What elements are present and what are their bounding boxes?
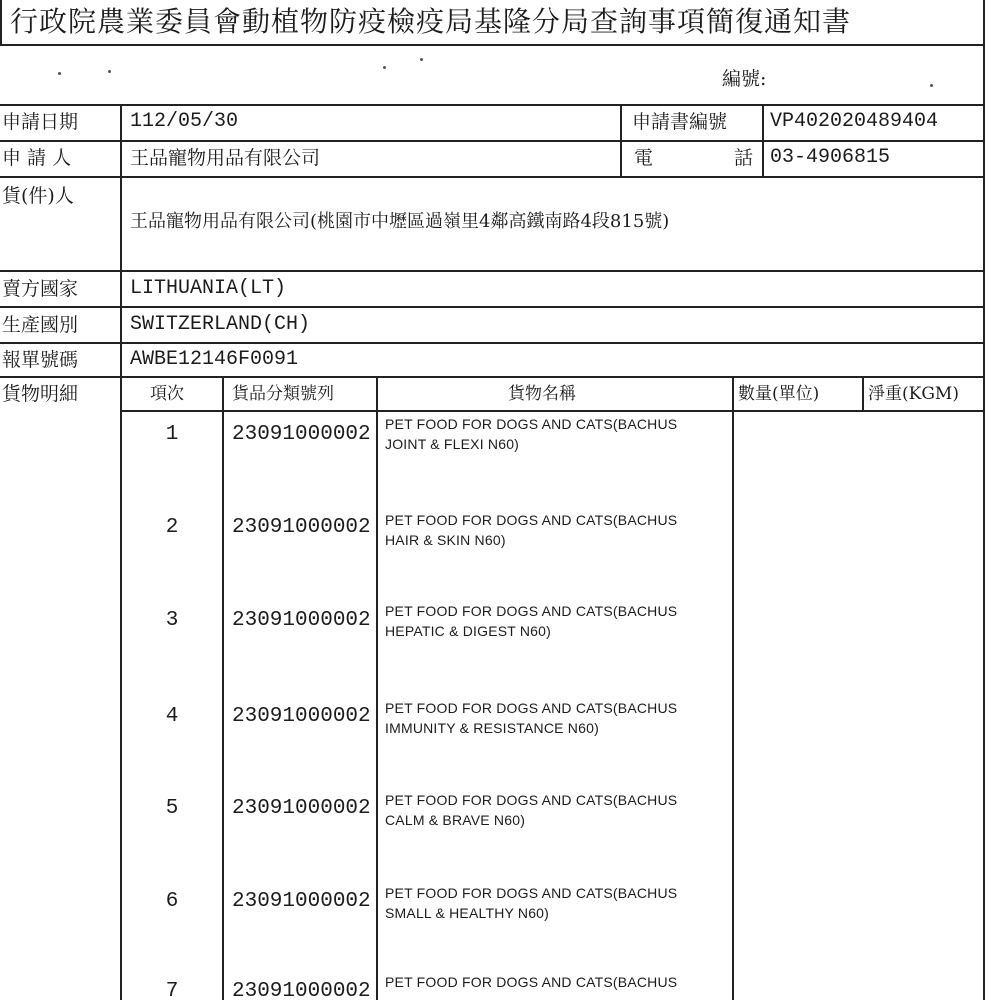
header-item: 項次 [150, 384, 184, 404]
table-line [0, 376, 983, 378]
frame-right-border [983, 0, 985, 1000]
item-number: 5 [165, 797, 179, 820]
table-line [222, 376, 224, 1000]
item-description: PET FOOD FOR DOGS AND CATS(BACHUS HAIR & SKIN N60) [385, 512, 678, 548]
header-qty: 數量(單位) [738, 384, 820, 404]
consignee-value: 王品寵物用品有限公司(桃園市中壢區過嶺里4鄰高鐵南路4段815號) [130, 211, 670, 232]
phone-label-right: 話 [734, 147, 754, 169]
item-description: PET FOOD FOR DOGS AND CATS(BACHUS HEPATIC & DIGEST N60) [385, 603, 678, 639]
table-line [0, 176, 983, 178]
table-line [0, 306, 983, 308]
header-weight: 淨重(KGM) [868, 384, 959, 404]
seller-country-value: LITHUANIA(LT) [130, 277, 287, 300]
consignee-label: 貨(件)人 [2, 185, 74, 207]
item-code: 23091000002 [232, 423, 371, 446]
item-number: 3 [165, 609, 179, 632]
table-line [376, 376, 378, 1000]
phone-value: 03-4906815 [770, 146, 891, 169]
applicant-value: 王品寵物用品有限公司 [130, 147, 321, 169]
frame-left-border [0, 0, 2, 44]
header-code: 貨品分類號列 [232, 384, 334, 404]
item-code: 23091000002 [232, 797, 371, 820]
table-line [0, 104, 983, 106]
item-code: 23091000002 [232, 980, 371, 1003]
table-line [762, 104, 764, 176]
apply-date-value: 112/05/30 [130, 110, 239, 133]
item-description: PET FOOD FOR DOGS AND CATS(BACHUS IMMUNITY & RESISTANCE N60) [385, 700, 678, 736]
item-number: 1 [165, 423, 179, 446]
table-line [120, 104, 122, 1000]
title-underline [0, 44, 985, 46]
table-line [620, 104, 622, 176]
declaration-no-label: 報單號碼 [2, 349, 79, 371]
item-number: 2 [165, 516, 179, 539]
item-description: PET FOOD FOR DOGS AND CATS(BACHUS CALM & BRAVE N60) [385, 792, 678, 828]
table-line [0, 270, 983, 272]
table-line [0, 342, 983, 344]
item-description: PET FOOD FOR DOGS AND CATS(BACHUS JOINT & FLEXI N60) [385, 416, 678, 452]
item-code: 23091000002 [232, 609, 371, 632]
item-code: 23091000002 [232, 705, 371, 728]
item-code: 23091000002 [232, 890, 371, 913]
document-number-label: 編號: [722, 68, 767, 90]
origin-country-label: 生產國別 [2, 314, 79, 336]
item-description: PET FOOD FOR DOGS AND CATS(BACHUS SMALL & HEALTHY N60) [385, 885, 678, 921]
item-code: 23091000002 [232, 516, 371, 539]
table-line [732, 376, 734, 1000]
declaration-no-value: AWBE12146F0091 [130, 348, 299, 371]
scan-speck [420, 58, 423, 61]
item-number: 4 [165, 705, 179, 728]
scan-speck [58, 72, 61, 75]
goods-detail-label: 貨物明細 [2, 383, 79, 405]
table-line [862, 376, 864, 410]
apply-date-label: 申請日期 [2, 111, 79, 133]
item-number: 7 [165, 980, 179, 1003]
header-name: 貨物名稱 [508, 384, 576, 404]
item-description: PET FOOD FOR DOGS AND CATS(BACHUS [385, 974, 678, 990]
scan-speck [383, 66, 386, 69]
seller-country-label: 賣方國家 [2, 278, 79, 300]
origin-country-value: SWITZERLAND(CH) [130, 313, 311, 336]
applicant-label: 申 請 人 [2, 147, 72, 169]
scan-speck [108, 70, 111, 73]
phone-label-left: 電 [634, 147, 654, 169]
application-no-label: 申請書編號 [632, 111, 728, 133]
application-no-value: VP402020489404 [770, 110, 939, 133]
item-number: 6 [165, 890, 179, 913]
table-line [0, 140, 983, 142]
scan-speck [930, 84, 933, 87]
table-line [122, 410, 983, 412]
document-title: 行政院農業委員會動植物防疫檢疫局基隆分局查詢事項簡復通知書 [10, 5, 852, 38]
